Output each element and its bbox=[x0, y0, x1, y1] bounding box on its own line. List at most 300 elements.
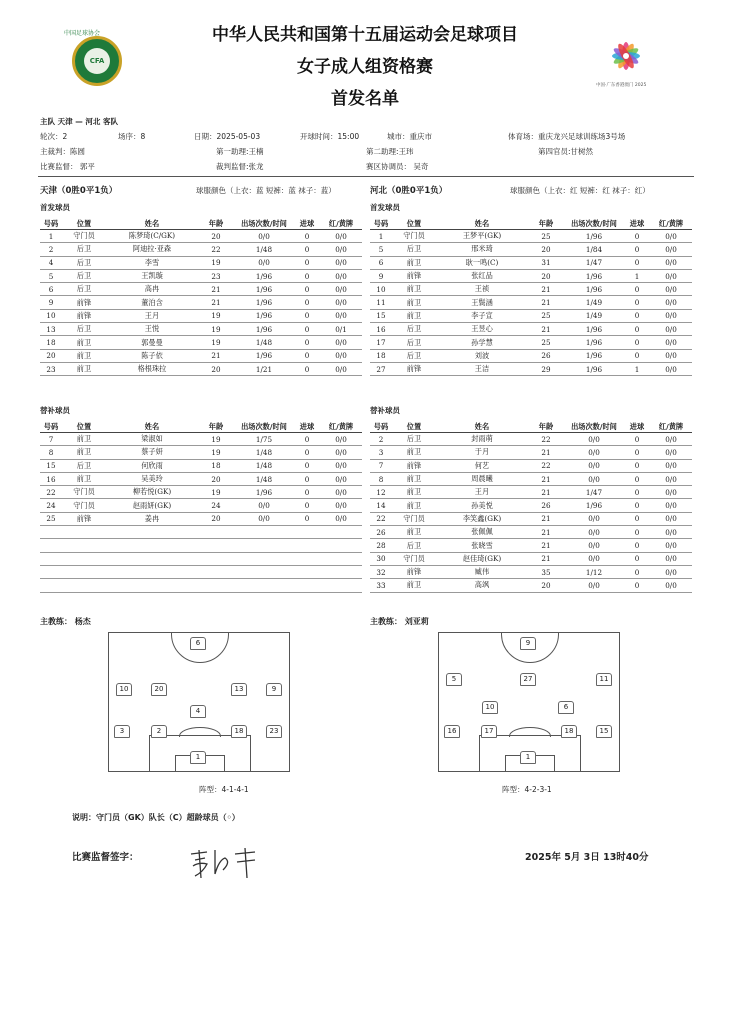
table-cell: 柳若悦(GK) bbox=[106, 486, 198, 499]
table-cell: 前卫 bbox=[392, 486, 436, 499]
table-cell: 35 bbox=[528, 565, 564, 578]
table-row bbox=[40, 336, 362, 349]
table-cell: 0/0 bbox=[650, 459, 692, 472]
column-header: 进球 bbox=[294, 421, 320, 433]
table-cell bbox=[294, 565, 320, 578]
table-row bbox=[40, 579, 362, 592]
table-cell: 23 bbox=[40, 362, 62, 375]
table-cell: 0 bbox=[624, 256, 650, 269]
table-cell: 21 bbox=[528, 486, 564, 499]
table-cell: 后卫 bbox=[62, 323, 106, 336]
table-cell: 21 bbox=[198, 349, 234, 362]
column-header: 出场次数/时间 bbox=[564, 218, 624, 230]
table-cell: 19 bbox=[198, 323, 234, 336]
table-cell: 1/96 bbox=[564, 336, 624, 349]
table-cell: 前卫 bbox=[392, 309, 436, 322]
table-cell bbox=[62, 552, 106, 565]
player-shirt-icon: 1 bbox=[190, 751, 206, 764]
away-team-name: 河北（0胜0平1负） bbox=[370, 186, 448, 196]
table-cell: 0/0 bbox=[564, 539, 624, 552]
home-team-name: 天津（0胜0平1负） bbox=[40, 186, 118, 196]
cfa-logo-text: CFA bbox=[84, 48, 110, 74]
table-cell: 0 bbox=[624, 565, 650, 578]
table-cell: 25 bbox=[528, 309, 564, 322]
table-cell: 耿一鸣(C) bbox=[436, 256, 528, 269]
table-cell: 1/49 bbox=[564, 309, 624, 322]
player-shirt-icon: 17 bbox=[481, 725, 497, 738]
table-cell: 前卫 bbox=[392, 446, 436, 459]
table-cell: 27 bbox=[370, 362, 392, 375]
table-cell: 0/0 bbox=[320, 269, 362, 282]
column-header: 姓名 bbox=[436, 421, 528, 433]
table-row bbox=[370, 459, 692, 472]
table-row bbox=[370, 349, 692, 362]
table-cell: 20 bbox=[528, 579, 564, 592]
table-row bbox=[370, 446, 692, 459]
table-cell: 20 bbox=[198, 230, 234, 243]
table-cell: 0/0 bbox=[650, 230, 692, 243]
table-cell: 26 bbox=[528, 499, 564, 512]
table-cell: 0/0 bbox=[650, 539, 692, 552]
table-cell: 0 bbox=[624, 486, 650, 499]
table-cell bbox=[40, 565, 62, 578]
table-cell bbox=[62, 579, 106, 592]
table-cell: 0 bbox=[294, 459, 320, 472]
table-cell: 10 bbox=[370, 283, 392, 296]
table-header-row bbox=[40, 218, 362, 230]
table-cell: 0 bbox=[624, 296, 650, 309]
table-cell: 19 bbox=[198, 486, 234, 499]
table-cell: 1/47 bbox=[564, 486, 624, 499]
column-header: 出场次数/时间 bbox=[234, 218, 294, 230]
table-cell: 0/0 bbox=[650, 256, 692, 269]
table-cell: 李子宣 bbox=[436, 309, 528, 322]
table-cell: 0/0 bbox=[564, 472, 624, 485]
table-cell: 前卫 bbox=[392, 296, 436, 309]
table-cell: 守门员 bbox=[392, 512, 436, 525]
table-row bbox=[40, 446, 362, 459]
table-cell: 0 bbox=[624, 499, 650, 512]
table-cell bbox=[106, 579, 198, 592]
player-shirt-icon: 23 bbox=[266, 725, 282, 738]
table-cell: 吴美玲 bbox=[106, 472, 198, 485]
table-row bbox=[370, 336, 692, 349]
table-cell: 1 bbox=[40, 230, 62, 243]
table-cell: 0 bbox=[294, 499, 320, 512]
table-row bbox=[40, 526, 362, 539]
column-header: 出场次数/时间 bbox=[234, 421, 294, 433]
divider bbox=[38, 176, 694, 177]
table-cell bbox=[106, 565, 198, 578]
table-cell: 后卫 bbox=[392, 323, 436, 336]
column-header: 姓名 bbox=[436, 218, 528, 230]
table-cell: 1/48 bbox=[234, 243, 294, 256]
table-cell: 1/96 bbox=[234, 309, 294, 322]
table-cell: 王昱心 bbox=[436, 323, 528, 336]
table-cell: 18 bbox=[40, 336, 62, 349]
table-cell: 8 bbox=[40, 446, 62, 459]
player-shirt-icon: 3 bbox=[114, 725, 130, 738]
table-cell: 前锋 bbox=[392, 565, 436, 578]
table-cell: 前卫 bbox=[392, 283, 436, 296]
table-cell: 0/0 bbox=[564, 552, 624, 565]
away-formation-pitch bbox=[438, 632, 620, 772]
table-row bbox=[370, 499, 692, 512]
table-cell bbox=[294, 539, 320, 552]
round: 轮次：2 bbox=[40, 132, 68, 141]
player-shirt-icon: 9 bbox=[520, 637, 536, 650]
table-cell: 18 bbox=[198, 459, 234, 472]
table-row bbox=[370, 579, 692, 592]
match-commissioner: 比赛监督： 郭平 bbox=[40, 162, 95, 171]
table-cell: 前卫 bbox=[392, 472, 436, 485]
table-cell bbox=[198, 552, 234, 565]
table-cell: 于月 bbox=[436, 446, 528, 459]
table-cell: 0/0 bbox=[650, 433, 692, 446]
table-cell: 前卫 bbox=[62, 336, 106, 349]
table-cell bbox=[320, 579, 362, 592]
table-cell: 0 bbox=[624, 539, 650, 552]
table-cell bbox=[198, 579, 234, 592]
center-arc bbox=[501, 605, 559, 663]
table-cell bbox=[62, 539, 106, 552]
table-cell bbox=[198, 539, 234, 552]
table-cell: 0/0 bbox=[320, 446, 362, 459]
table-cell: 1/48 bbox=[234, 446, 294, 459]
table-cell: 0/0 bbox=[320, 296, 362, 309]
table-cell: 0/0 bbox=[320, 486, 362, 499]
column-header: 号码 bbox=[370, 218, 392, 230]
table-cell: 0 bbox=[294, 362, 320, 375]
table-row bbox=[40, 499, 362, 512]
player-shirt-icon: 2 bbox=[151, 725, 167, 738]
table-cell: 0/0 bbox=[650, 323, 692, 336]
table-cell: 1/96 bbox=[564, 230, 624, 243]
table-cell: 王悦 bbox=[106, 323, 198, 336]
table-cell: 0/0 bbox=[234, 230, 294, 243]
sub-title: 女子成人组资格赛 bbox=[297, 57, 433, 77]
table-cell: 阿迪拉·亚森 bbox=[106, 243, 198, 256]
table-cell: 21 bbox=[528, 512, 564, 525]
home-formation-pitch bbox=[108, 632, 290, 772]
home-coach: 主教练： 杨杰 bbox=[40, 617, 91, 626]
table-cell: 4 bbox=[40, 256, 62, 269]
table-row bbox=[370, 296, 692, 309]
column-header: 进球 bbox=[294, 218, 320, 230]
table-cell: 0/0 bbox=[564, 512, 624, 525]
table-cell: 前锋 bbox=[392, 459, 436, 472]
table-row bbox=[40, 472, 362, 485]
table-cell: 0 bbox=[624, 433, 650, 446]
table-cell: 26 bbox=[528, 349, 564, 362]
table-cell: 19 bbox=[198, 256, 234, 269]
table-cell: 守门员 bbox=[62, 486, 106, 499]
table-cell: 7 bbox=[370, 459, 392, 472]
table-cell: 22 bbox=[528, 433, 564, 446]
referee: 主裁判：陈圆 bbox=[40, 147, 85, 156]
table-cell: 20 bbox=[528, 243, 564, 256]
referee-assessor: 裁判监督:张龙 bbox=[216, 162, 264, 171]
player-shirt-icon: 5 bbox=[446, 673, 462, 686]
table-row bbox=[370, 256, 692, 269]
table-row bbox=[40, 323, 362, 336]
table-cell: 6 bbox=[40, 283, 62, 296]
table-cell: 前卫 bbox=[392, 579, 436, 592]
table-cell: 后卫 bbox=[62, 256, 106, 269]
column-header: 红/黄牌 bbox=[650, 421, 692, 433]
table-cell: 0/0 bbox=[564, 446, 624, 459]
table-cell bbox=[294, 579, 320, 592]
table-cell: 10 bbox=[40, 309, 62, 322]
table-cell: 1/48 bbox=[234, 472, 294, 485]
table-cell: 16 bbox=[370, 323, 392, 336]
table-cell: 张晓雪 bbox=[436, 539, 528, 552]
table-row bbox=[40, 433, 362, 446]
table-cell: 0/0 bbox=[564, 526, 624, 539]
table-cell: 0 bbox=[294, 446, 320, 459]
table-cell: 前锋 bbox=[392, 362, 436, 375]
table-cell: 17 bbox=[370, 336, 392, 349]
table-cell: 0/0 bbox=[320, 230, 362, 243]
table-cell: 21 bbox=[528, 526, 564, 539]
fourth-official: 第四官员:甘树然 bbox=[538, 147, 594, 156]
commissioner-signature bbox=[185, 840, 265, 880]
table-cell bbox=[320, 565, 362, 578]
table-cell bbox=[198, 526, 234, 539]
table-row bbox=[370, 526, 692, 539]
table-cell: 7 bbox=[40, 433, 62, 446]
table-cell: 5 bbox=[40, 269, 62, 282]
home-formation: 阵型：4-1-4-1 bbox=[199, 785, 249, 794]
table-cell bbox=[320, 526, 362, 539]
table-cell: 守门员 bbox=[392, 552, 436, 565]
table-row bbox=[40, 309, 362, 322]
table-cell: 0/1 bbox=[320, 323, 362, 336]
table-cell: 1/96 bbox=[564, 269, 624, 282]
table-row bbox=[40, 243, 362, 256]
table-cell: 1/96 bbox=[234, 283, 294, 296]
table-cell: 0 bbox=[294, 256, 320, 269]
table-cell bbox=[40, 552, 62, 565]
table-cell: 22 bbox=[198, 243, 234, 256]
column-header: 号码 bbox=[40, 218, 62, 230]
table-cell: 2 bbox=[40, 243, 62, 256]
table-cell: 0/0 bbox=[650, 243, 692, 256]
table-cell: 22 bbox=[528, 459, 564, 472]
table-cell: 0/0 bbox=[320, 256, 362, 269]
table-cell: 25 bbox=[528, 336, 564, 349]
table-cell: 13 bbox=[40, 323, 62, 336]
table-cell: 21 bbox=[528, 446, 564, 459]
table-cell: 21 bbox=[528, 296, 564, 309]
table-cell: 0 bbox=[624, 230, 650, 243]
table-cell: 0/0 bbox=[320, 362, 362, 375]
table-cell: 前卫 bbox=[392, 256, 436, 269]
table-cell: 30 bbox=[370, 552, 392, 565]
table-row bbox=[370, 472, 692, 485]
table-row bbox=[40, 269, 362, 282]
player-shirt-icon: 6 bbox=[558, 701, 574, 714]
player-shirt-icon: 4 bbox=[190, 705, 206, 718]
table-cell: 0/0 bbox=[650, 565, 692, 578]
column-header: 进球 bbox=[624, 421, 650, 433]
table-cell: 前卫 bbox=[62, 349, 106, 362]
table-cell: 陈子依 bbox=[106, 349, 198, 362]
table-row bbox=[40, 362, 362, 375]
table-row bbox=[370, 269, 692, 282]
table-cell: 0 bbox=[624, 459, 650, 472]
table-cell: 19 bbox=[198, 336, 234, 349]
table-cell: 24 bbox=[40, 499, 62, 512]
table-row bbox=[40, 256, 362, 269]
table-row bbox=[40, 486, 362, 499]
table-cell: 20 bbox=[198, 362, 234, 375]
table-cell: 0/0 bbox=[320, 472, 362, 485]
table-cell bbox=[106, 552, 198, 565]
table-cell: 前卫 bbox=[62, 472, 106, 485]
column-header: 年龄 bbox=[528, 218, 564, 230]
table-cell bbox=[106, 539, 198, 552]
table-row bbox=[370, 433, 692, 446]
table-row bbox=[40, 296, 362, 309]
table-cell: 15 bbox=[40, 459, 62, 472]
home-subs-label: 替补球员 bbox=[40, 406, 70, 415]
player-shirt-icon: 11 bbox=[596, 673, 612, 686]
table-cell: 19 bbox=[198, 446, 234, 459]
table-cell: 孙学慧 bbox=[436, 336, 528, 349]
table-cell: 1/96 bbox=[564, 349, 624, 362]
assistant-referee-1: 第一助理:王楠 bbox=[216, 147, 264, 156]
table-cell: 0/0 bbox=[650, 309, 692, 322]
table-row bbox=[370, 565, 692, 578]
table-cell: 11 bbox=[370, 296, 392, 309]
table-cell: 守门员 bbox=[392, 230, 436, 243]
table-cell: 0/0 bbox=[650, 499, 692, 512]
table-row bbox=[40, 512, 362, 525]
table-cell: 后卫 bbox=[392, 433, 436, 446]
table-cell: 6 bbox=[370, 256, 392, 269]
table-cell: 0/0 bbox=[234, 512, 294, 525]
column-header: 位置 bbox=[392, 218, 436, 230]
kickoff-time: 开球时间：15:00 bbox=[300, 132, 360, 141]
table-cell: 0/0 bbox=[320, 349, 362, 362]
table-row bbox=[370, 362, 692, 375]
table-cell: 24 bbox=[198, 499, 234, 512]
column-header: 进球 bbox=[624, 218, 650, 230]
column-header: 姓名 bbox=[106, 421, 198, 433]
table-cell: 22 bbox=[40, 486, 62, 499]
table-cell: 封雨萌 bbox=[436, 433, 528, 446]
table-cell: 0/0 bbox=[650, 362, 692, 375]
table-cell: 21 bbox=[528, 472, 564, 485]
column-header: 位置 bbox=[392, 421, 436, 433]
table-cell: 1/49 bbox=[564, 296, 624, 309]
table-cell: 20 bbox=[198, 472, 234, 485]
table-cell: 21 bbox=[198, 296, 234, 309]
table-cell: 21 bbox=[198, 283, 234, 296]
cfa-logo-arc: 中国足球协会 bbox=[64, 30, 101, 37]
table-cell: 21 bbox=[528, 283, 564, 296]
table-cell: 0 bbox=[624, 552, 650, 565]
table-row bbox=[370, 486, 692, 499]
table-cell: 20 bbox=[40, 349, 62, 362]
table-row bbox=[370, 512, 692, 525]
table-cell: 王洁 bbox=[436, 362, 528, 375]
table-cell bbox=[40, 526, 62, 539]
table-cell: 1/12 bbox=[564, 565, 624, 578]
home-starting-label: 首发球员 bbox=[40, 203, 70, 212]
table-cell: 李雪 bbox=[106, 256, 198, 269]
table-cell: 0 bbox=[624, 446, 650, 459]
table-cell: 何艺 bbox=[436, 459, 528, 472]
table-cell: 蔡子妍 bbox=[106, 446, 198, 459]
column-header: 号码 bbox=[370, 421, 392, 433]
sheet-title: 首发名单 bbox=[331, 89, 399, 109]
player-shirt-icon: 9 bbox=[266, 683, 282, 696]
column-header: 红/黄牌 bbox=[650, 218, 692, 230]
table-cell: 25 bbox=[40, 512, 62, 525]
table-row bbox=[370, 230, 692, 243]
table-cell: 8 bbox=[370, 472, 392, 485]
venue: 体育场：重庆龙兴足球训练场3号场 bbox=[508, 132, 626, 141]
table-cell: 21 bbox=[528, 323, 564, 336]
table-cell: 0 bbox=[624, 323, 650, 336]
away-coach: 主教练： 刘亚莉 bbox=[370, 617, 429, 626]
table-cell: 0 bbox=[294, 512, 320, 525]
table-row bbox=[370, 243, 692, 256]
away-formation: 阵型：4-2-3-1 bbox=[502, 785, 552, 794]
table-cell bbox=[294, 526, 320, 539]
table-cell: 0 bbox=[624, 283, 650, 296]
table-cell: 1/47 bbox=[564, 256, 624, 269]
table-row bbox=[40, 565, 362, 578]
table-cell: 1/96 bbox=[234, 486, 294, 499]
table-cell: 郭曼曼 bbox=[106, 336, 198, 349]
home-kit-colors: 球服颜色（上衣：蓝 短裤：蓝 袜子：蓝） bbox=[196, 186, 336, 195]
table-cell: 0/0 bbox=[234, 256, 294, 269]
table-cell bbox=[62, 526, 106, 539]
table-cell: 0 bbox=[294, 323, 320, 336]
table-cell: 王月 bbox=[106, 309, 198, 322]
table-cell: 29 bbox=[528, 362, 564, 375]
table-cell: 16 bbox=[40, 472, 62, 485]
away-subs-table bbox=[370, 421, 692, 593]
table-cell: 15 bbox=[370, 309, 392, 322]
table-cell: 1/96 bbox=[564, 323, 624, 336]
table-cell: 0 bbox=[294, 283, 320, 296]
table-cell: 王鬓涵 bbox=[436, 296, 528, 309]
table-cell: 前锋 bbox=[392, 269, 436, 282]
table-cell: 0 bbox=[294, 243, 320, 256]
table-cell: 0/0 bbox=[320, 283, 362, 296]
center-arc bbox=[171, 605, 229, 663]
assistant-referee-2: 第二助理:王玮 bbox=[366, 147, 414, 156]
table-cell: 0 bbox=[624, 243, 650, 256]
table-cell: 0/0 bbox=[320, 459, 362, 472]
away-starting-table bbox=[370, 218, 692, 376]
table-cell: 0/0 bbox=[564, 459, 624, 472]
table-cell: 0 bbox=[294, 486, 320, 499]
table-row bbox=[370, 323, 692, 336]
table-cell: 19 bbox=[198, 433, 234, 446]
games-logo-caption: 中国·广东香港澳门 2025 bbox=[596, 83, 647, 88]
table-cell: 前锋 bbox=[62, 512, 106, 525]
column-header: 年龄 bbox=[528, 421, 564, 433]
table-cell bbox=[40, 579, 62, 592]
table-cell: 前卫 bbox=[392, 526, 436, 539]
table-cell: 守门员 bbox=[62, 499, 106, 512]
table-cell: 22 bbox=[370, 512, 392, 525]
